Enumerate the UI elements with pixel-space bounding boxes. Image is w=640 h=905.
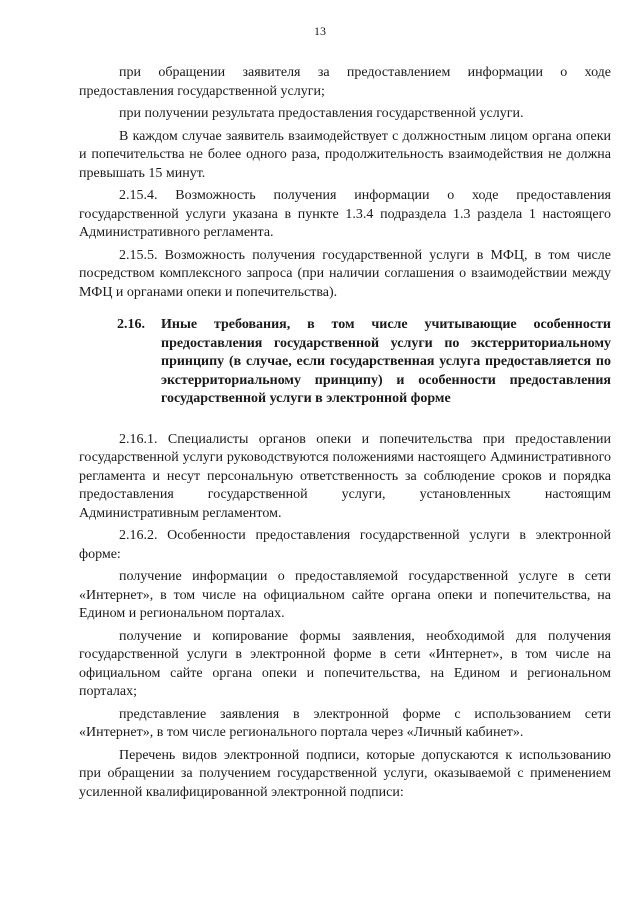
paragraph: В каждом случае заявитель взаимодействует с должностным лицом органа опеки и попечительства не более одного раза, продолжительность взаимодействия не должна превышать 15 минут. [79,128,611,181]
section-title: Иные требования, в том числе учитывающие особенности предоставления государственной услуги по экстерриториальному принципу (в случае, если государственная услуга предоставляется по экстерриториальному принципу) и особенности предоставления государственной услуги в электронной форме [161,317,611,406]
document-body [79,64,611,806]
paragraph: при обращении заявителя за предоставлением информации о ходе предоставления государственной услуги; [79,65,611,99]
paragraph: 2.16.1. Специалисты органов опеки и попечительства при предоставлении государственной услуги руководствуются положениями настоящего Административного регламента и несут персональную ответственность за соблюдение сроков и порядка предоставления государственной услуги, установленных настоящим Административным регламентом. [79,431,611,521]
paragraph: получение информации о предоставляемой государственной услуге в сети «Интернет», в том числе на официальном сайте органа опеки и попечительства, на Едином и региональном порталах. [79,569,611,621]
paragraph: представление заявления в электронной форме с использованием сети «Интернет», в том числе регионального портала через «Личный кабинет». [79,706,611,740]
paragraph: получение и копирование формы заявления, необходимой для получения государственной услуги в электронной форме в сети «Интернет», в том числе на официальном сайте органа опеки и попечительства, на Едином и региональном порталах; [79,628,611,699]
paragraph: 2.16.2. Особенности предоставления государственной услуги в электронной форме: [79,528,611,562]
paragraph: 2.15.5. Возможность получения государственной услуги в МФЦ, в том числе посредством комплексного запроса (при наличии соглашения о взаимодействии между МФЦ и органами опеки и попечительства). [79,247,611,300]
section-heading [79,316,611,409]
section-number: 2.16. [117,317,145,332]
paragraph: Перечень видов электронной подписи, которые допускаются к использованию при обращении за получением государственной услуги, оказываемой с применением усиленной квалифицированной электронной подписи: [79,747,611,800]
paragraph: 2.15.4. Возможность получения информации о ходе предоставления государственной услуги указана в пункте 1.3.4 подраздела 1.3 раздела 1 настоящего Административного регламента. [79,188,611,240]
page-number: 13 [314,24,326,38]
paragraph: при получении результата предоставления государственной услуги. [119,106,524,121]
